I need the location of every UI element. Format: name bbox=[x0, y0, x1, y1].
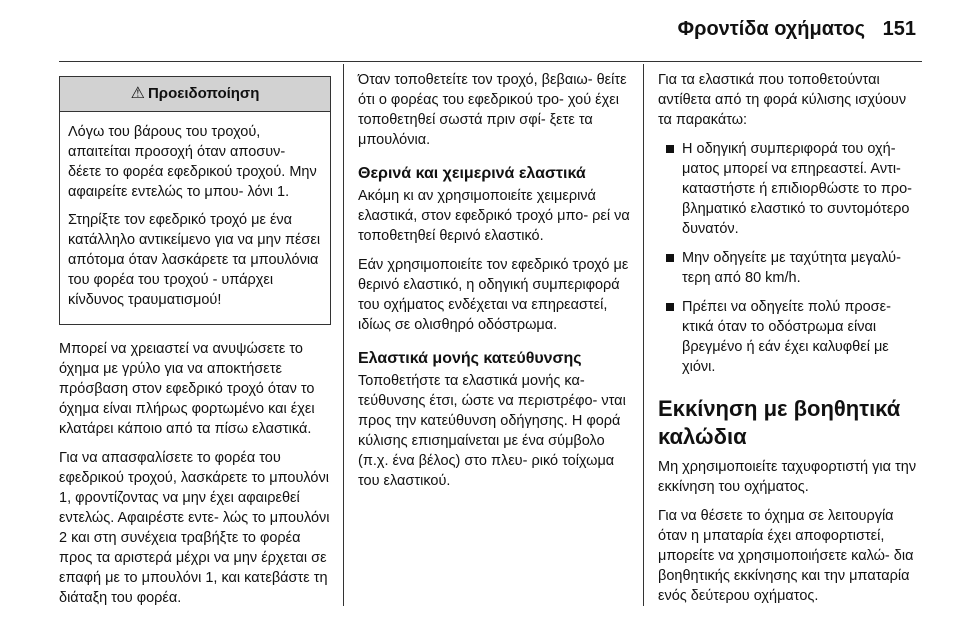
paragraph: Όταν τοποθετείτε τον τροχό, βεβαιω- θείτε ότι ο φορέας του εφεδρικού τρο- χού έχει τοποθετηθεί σωστά πριν σφί- ξετε τα μπουλόνια. bbox=[358, 72, 627, 148]
warning-body bbox=[60, 112, 330, 324]
column-divider-2 bbox=[643, 64, 644, 606]
warning-paragraph-2: Στηρίξτε τον εφεδρικό τροχό με ένα κατάλληλο αντικείμενο για να μην πέσει απότομα όταν λασκάρετε τα μπουλόνια του φορέα του τροχού - υπάρχει κίνδυνος τραυματισμού! bbox=[68, 212, 321, 308]
column-3 bbox=[658, 70, 922, 615]
paragraph: Τοποθετήστε τα ελαστικά μονής κα- τεύθυνσης έτσι, ώστε να περιστρέφο- νται προς την κατεύθυνση οδήγησης. Η φορά κύλισης επισημαίνεται με ένα σύμβολο (π.χ. ένα βέλος) στο πλευ- ρικό τοίχωμα του ελαστικού. bbox=[358, 373, 626, 489]
warning-triangle-icon: ⚠ bbox=[130, 85, 145, 102]
heading-jump-start: Εκκίνηση με βοηθητικά καλώδια bbox=[658, 396, 901, 449]
warning-title: Προειδοποίηση bbox=[147, 85, 260, 102]
warning-box bbox=[59, 76, 331, 325]
bullet-list bbox=[658, 139, 922, 377]
heading-directional-tyres: Ελαστικά μονής κατεύθυνσης bbox=[358, 350, 582, 367]
warning-header bbox=[60, 77, 330, 112]
paragraph: Μπορεί να χρειαστεί να ανυψώσετε το όχημα με γρύλο για να αποκτήσετε πρόσβαση στον εφεδρικό τροχό όταν το όχημα είναι πλήρως φορτωμένο και έχει κλατάρει κάποιο από τα πίσω ελαστικά. bbox=[59, 341, 315, 437]
page-number: 151 bbox=[882, 18, 916, 40]
paragraph: Για να θέσετε το όχημα σε λειτουργία όταν η μπαταρία έχει αποφορτιστεί, μπορείτε να χρησιμοποιήσετε καλώ- δια βοηθητικής εκκίνησης και την μπαταρία ενός δεύτερου οχήματος. bbox=[658, 508, 914, 604]
header-divider bbox=[59, 61, 922, 62]
paragraph: Για τα ελαστικά που τοποθετούνται αντίθετα από τη φορά κύλισης ισχύουν τα παρακάτω: bbox=[658, 72, 907, 128]
heading-summer-winter-tyres: Θερινά και χειμερινά ελαστικά bbox=[358, 165, 586, 182]
column-1 bbox=[59, 70, 331, 617]
list-item: Η οδηγική συμπεριφορά του οχή- ματος μπορεί να επηρεαστεί. Αντι- καταστήστε ή επιδιορθώστε το προ- βληματικό ελαστικό το συντομότερο δυνατόν. bbox=[658, 139, 922, 239]
paragraph: Για να απασφαλίσετε το φορέα του εφεδρικού τροχού, λασκάρετε το μπουλόνι 1, φροντίζοντας να μην έχει αφαιρεθεί εντελώς. Αφαιρέστε εντε- λώς το μπουλόνι 2 και στη συνέχεια τραβήξτε το φορέα προς τα αριστερά μέχρι να μην έρχεται σε επαφή με το μπουλόνι 1, και κατεβάστε τη διάταξη του φορέα. bbox=[59, 450, 330, 606]
list-item: Μην οδηγείτε με ταχύτητα μεγαλύ- τερη από 80 km/h. bbox=[658, 248, 922, 288]
paragraph: Εάν χρησιμοποιείτε τον εφεδρικό τροχό με θερινό ελαστικό, η οδηγική συμπεριφορά του οχήματος ενδέχεται να επηρεαστεί, ιδίως σε ολισθηρό οδόστρωμα. bbox=[358, 257, 629, 333]
paragraph: Μη χρησιμοποιείτε ταχυφορτιστή για την εκκίνηση του οχήματος. bbox=[658, 459, 917, 495]
section-title: Φροντίδα οχήματος bbox=[677, 18, 865, 40]
page-header bbox=[0, 0, 960, 62]
paragraph: Ακόμη κι αν χρησιμοποιείτε χειμερινά ελαστικά, στον εφεδρικό τροχό μπο- ρεί να τοποθετηθεί θερινό ελαστικό. bbox=[358, 188, 630, 244]
warning-paragraph-1: Λόγω του βάρους του τροχού, απαιτείται προσοχή όταν αποσυν- δέετε το φορέα εφεδρικού τροχού. Μην αφαιρείτε εντελώς το μπου- λόνι 1. bbox=[68, 124, 317, 200]
column-divider-1 bbox=[343, 64, 344, 606]
list-item: Πρέπει να οδηγείτε πολύ προσε- κτικά όταν το οδόστρωμα είναι βρεγμένο ή εάν έχει καλυφθεί με χιόνι. bbox=[658, 297, 922, 377]
column-2 bbox=[358, 70, 630, 500]
